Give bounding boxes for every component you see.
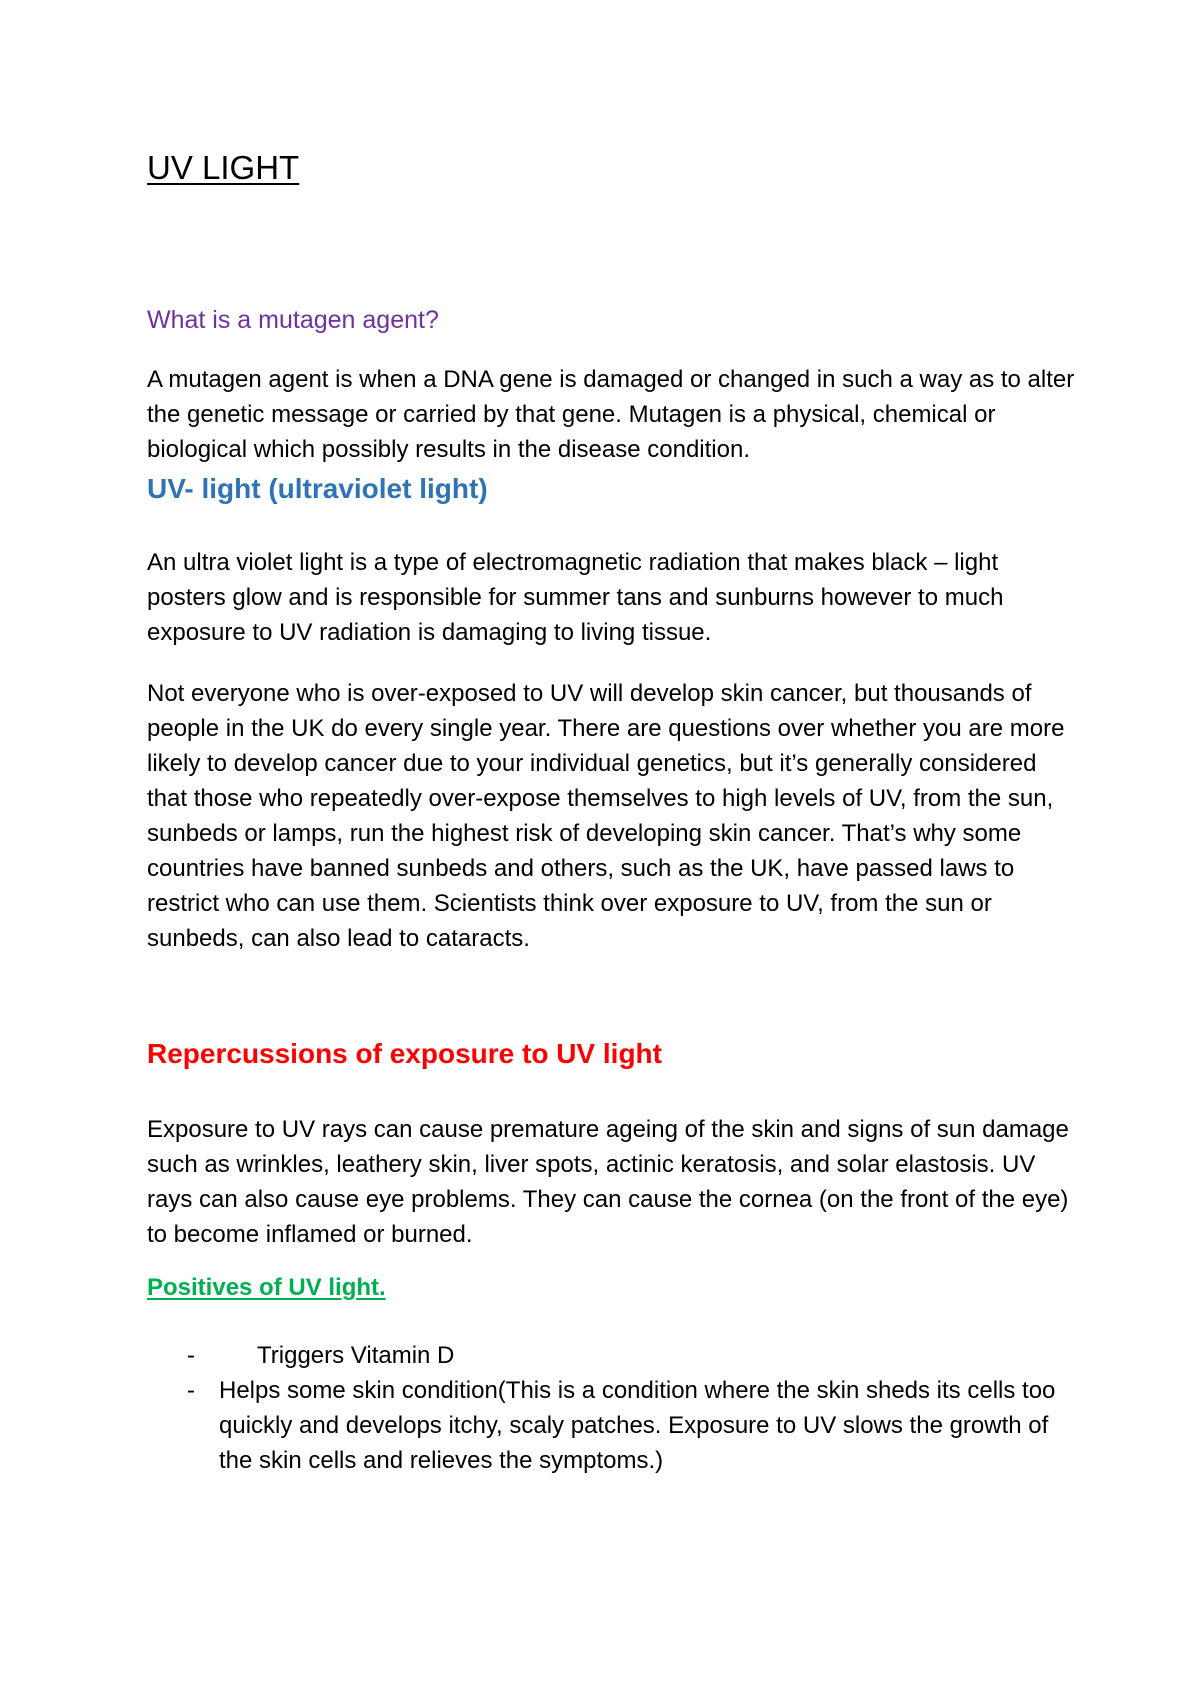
bullet-marker: - [187, 1342, 195, 1369]
list-item-text: Helps some skin condition(This is a condition where the skin sheds its cells too quickly and develops itchy, scaly patches. Exposure to UV slows the growth of the skin cells and relieves the symptoms.) [219, 1377, 1056, 1474]
mutagen-paragraph: A mutagen agent is when a DNA gene is damaged or changed in such a way as to alter the genetic message or carried by that gene. Mutagen is a physical, chemical or biological which possibly results in the disease condition. [147, 366, 1075, 463]
uv-cancer-paragraph: Not everyone who is over-exposed to UV will develop skin cancer, but thousands of people in the UK do every single year. There are questions over whether you are more likely to develop cancer due to your individual genetics, but it’s generally considered that those who repeatedly over-expose themselves to high levels of UV, from the sun, sunbeds or lamps, run the highest risk of developing skin cancer. That’s why some countries have banned sunbeds and others, such as the UK, have passed laws to restrict who can use them. Scientists think over exposure to UV, from the sun or sunbeds, can also lead to cataracts. [147, 680, 1065, 952]
uv-light-heading: UV- light (ultraviolet light) [147, 473, 488, 504]
uv-definition-paragraph: An ultra violet light is a type of electromagnetic radiation that makes black – light posters glow and is responsible for summer tans and sunburns however to much exposure to UV radiation is damaging to living tissue. [147, 549, 1004, 646]
document-title: UV LIGHT [147, 149, 300, 186]
positives-list [147, 1338, 1077, 1478]
list-item [147, 1373, 1077, 1478]
list-item [147, 1338, 1077, 1373]
repercussions-paragraph: Exposure to UV rays can cause premature ageing of the skin and signs of sun damage such as wrinkles, leathery skin, liver spots, actinic keratosis, and solar elastosis. UV rays can also cause eye problems. They can cause the cornea (on the front of the eye) to become inflamed or burned. [147, 1116, 1069, 1248]
list-item-text: Triggers Vitamin D [257, 1342, 455, 1369]
mutagen-heading: What is a mutagen agent? [147, 306, 439, 334]
positives-heading: Positives of UV light. [147, 1274, 386, 1301]
bullet-marker: - [187, 1377, 195, 1404]
document-page [147, 148, 1077, 1474]
repercussions-heading: Repercussions of exposure to UV light [147, 1038, 662, 1069]
